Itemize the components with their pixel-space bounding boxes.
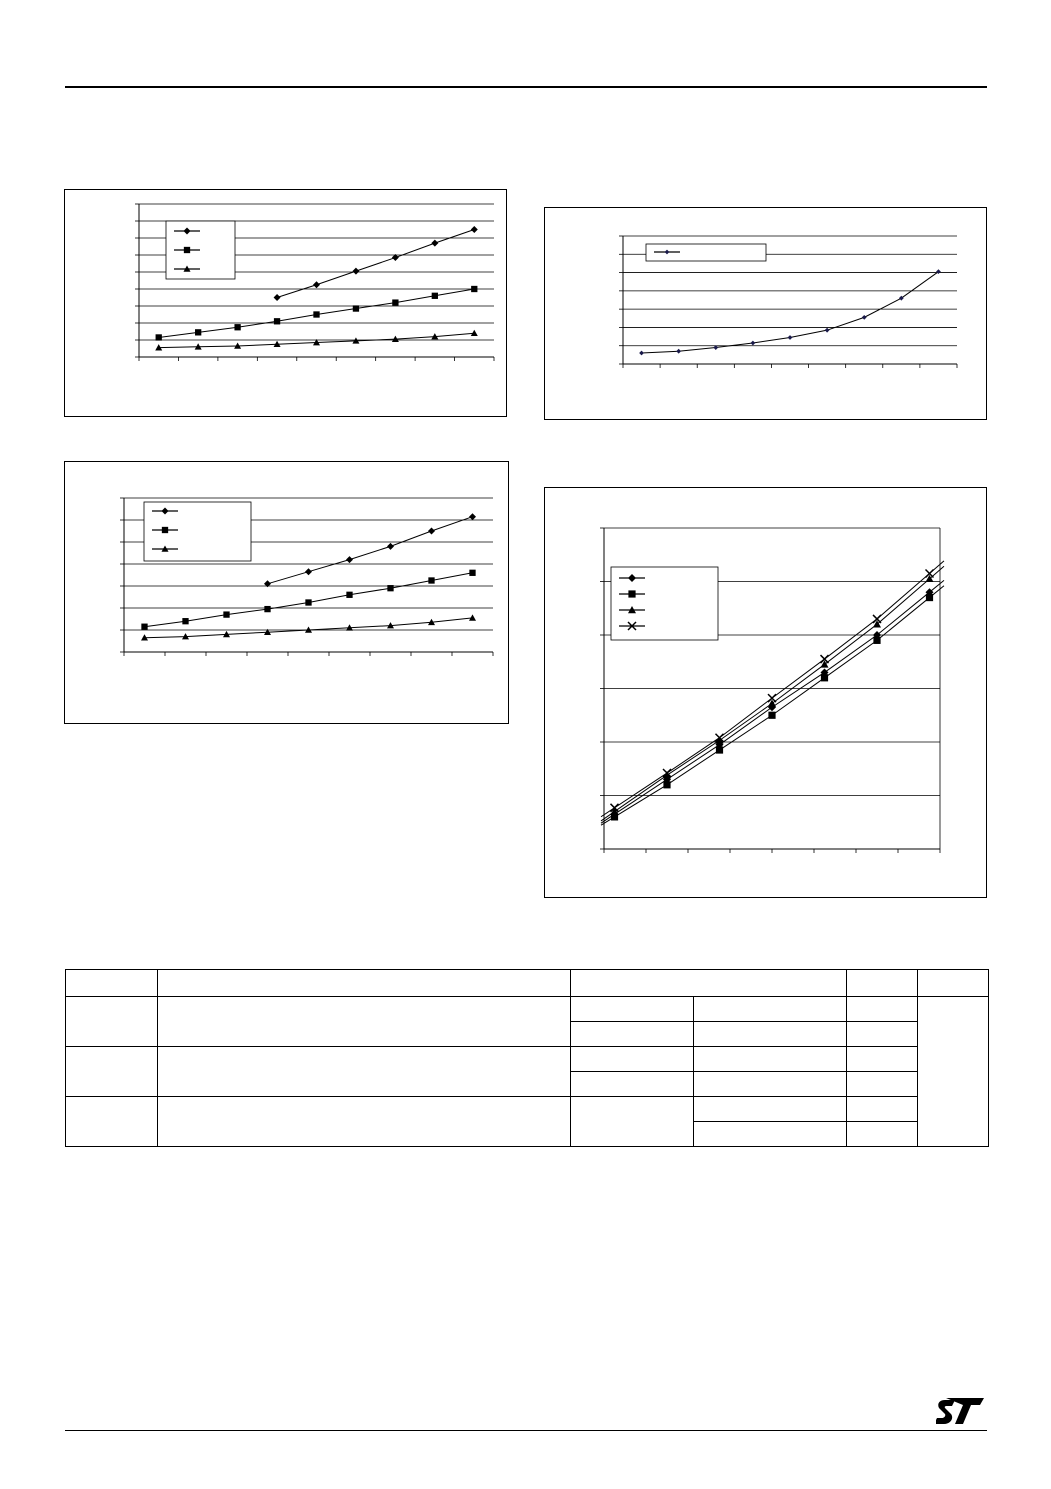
table-cell (571, 1072, 694, 1097)
legend (144, 502, 251, 561)
data-point-square (182, 618, 188, 624)
legend (611, 567, 718, 640)
data-point-diamond (387, 543, 394, 550)
data-point-diamond (431, 240, 438, 247)
data-point-square (873, 637, 880, 644)
series-line (268, 517, 473, 584)
table-header-cell (66, 970, 158, 997)
data-point-square (768, 712, 775, 719)
chart-panel-1 (64, 189, 507, 417)
table-header-cell (158, 970, 571, 997)
data-point-triangle (469, 614, 476, 620)
data-point-square (821, 674, 828, 681)
data-point-triangle (471, 330, 478, 336)
series-2 (141, 570, 475, 630)
table-cell (158, 1097, 571, 1147)
chart-panel-3 (64, 461, 509, 724)
series-line (642, 272, 939, 353)
series-line (277, 230, 474, 298)
data-point-square (663, 781, 670, 788)
table-cell (694, 1097, 847, 1122)
table-cell (847, 1072, 918, 1097)
series-1 (264, 513, 476, 587)
data-point-square (353, 305, 359, 311)
data-point-square (716, 746, 723, 753)
legend (646, 244, 766, 261)
data-point-square (428, 577, 434, 583)
table-cell (66, 997, 158, 1047)
table-row (66, 997, 989, 1022)
series-2 (156, 286, 478, 341)
table-header-cell (918, 970, 989, 997)
data-point-square (305, 599, 311, 605)
chart-4 (545, 488, 988, 899)
chart-1 (65, 190, 508, 418)
data-point-diamond (305, 568, 312, 575)
table-cell (571, 1097, 694, 1147)
table-cell (571, 1047, 694, 1072)
table-cell (847, 1122, 918, 1147)
data-point-square (469, 570, 475, 576)
data-point-square (195, 329, 201, 335)
data-point-diamond (274, 294, 281, 301)
data-point-square (264, 606, 270, 612)
table-row (66, 1047, 989, 1072)
table-cell (694, 997, 847, 1022)
data-point-diamond (346, 556, 353, 563)
chart-panel-2 (544, 207, 987, 420)
data-point-square (628, 590, 635, 597)
data-point-diamond (639, 351, 644, 356)
data-point-diamond (825, 328, 830, 333)
data-point-square (184, 247, 190, 253)
st-logo-icon (936, 1396, 986, 1426)
chart-panel-4 (544, 487, 987, 898)
table-cell (571, 1022, 694, 1047)
data-point-square (432, 293, 438, 299)
table-cell (66, 1047, 158, 1097)
table-cell (847, 1097, 918, 1122)
header-rule (65, 86, 987, 88)
data-point-diamond (313, 281, 320, 288)
chart-3 (65, 462, 510, 725)
series-1 (639, 269, 941, 355)
data-point-diamond (750, 341, 755, 346)
data-point-square (387, 585, 393, 591)
table-cell (694, 1122, 847, 1147)
data-point-diamond (862, 315, 867, 320)
data-point-diamond (471, 226, 478, 233)
data-point-diamond (676, 349, 681, 354)
table-cell (694, 1047, 847, 1072)
table-cell (158, 997, 571, 1047)
table-row (66, 1097, 989, 1122)
data-point-diamond (352, 268, 359, 275)
data-point-square (156, 334, 162, 340)
data-point-square (346, 592, 352, 598)
data-point-square (471, 286, 477, 292)
table-header-cell (847, 970, 918, 997)
table-cell (66, 1097, 158, 1147)
data-point-square (392, 299, 398, 305)
data-point-square (313, 311, 319, 317)
table-cell (918, 997, 989, 1147)
table-cell (847, 1047, 918, 1072)
series-1 (274, 226, 478, 301)
spec-table (65, 969, 989, 1147)
table-cell (847, 1022, 918, 1047)
series-3 (141, 614, 476, 640)
footer-rule (65, 1430, 987, 1431)
table-header-row (66, 970, 989, 997)
data-point-square (141, 624, 147, 630)
table-header-cell (571, 970, 847, 997)
data-point-square (926, 594, 933, 601)
table-cell (158, 1047, 571, 1097)
chart-2 (545, 208, 988, 421)
data-point-square (274, 318, 280, 324)
table-cell (694, 1022, 847, 1047)
table-cell (847, 997, 918, 1022)
data-point-square (162, 527, 168, 533)
legend (166, 221, 235, 279)
table-cell (571, 997, 694, 1022)
data-point-diamond (428, 528, 435, 535)
data-point-square (234, 324, 240, 330)
table-cell (694, 1072, 847, 1097)
data-point-square (223, 611, 229, 617)
data-point-diamond (788, 335, 793, 340)
data-point-diamond (469, 513, 476, 520)
